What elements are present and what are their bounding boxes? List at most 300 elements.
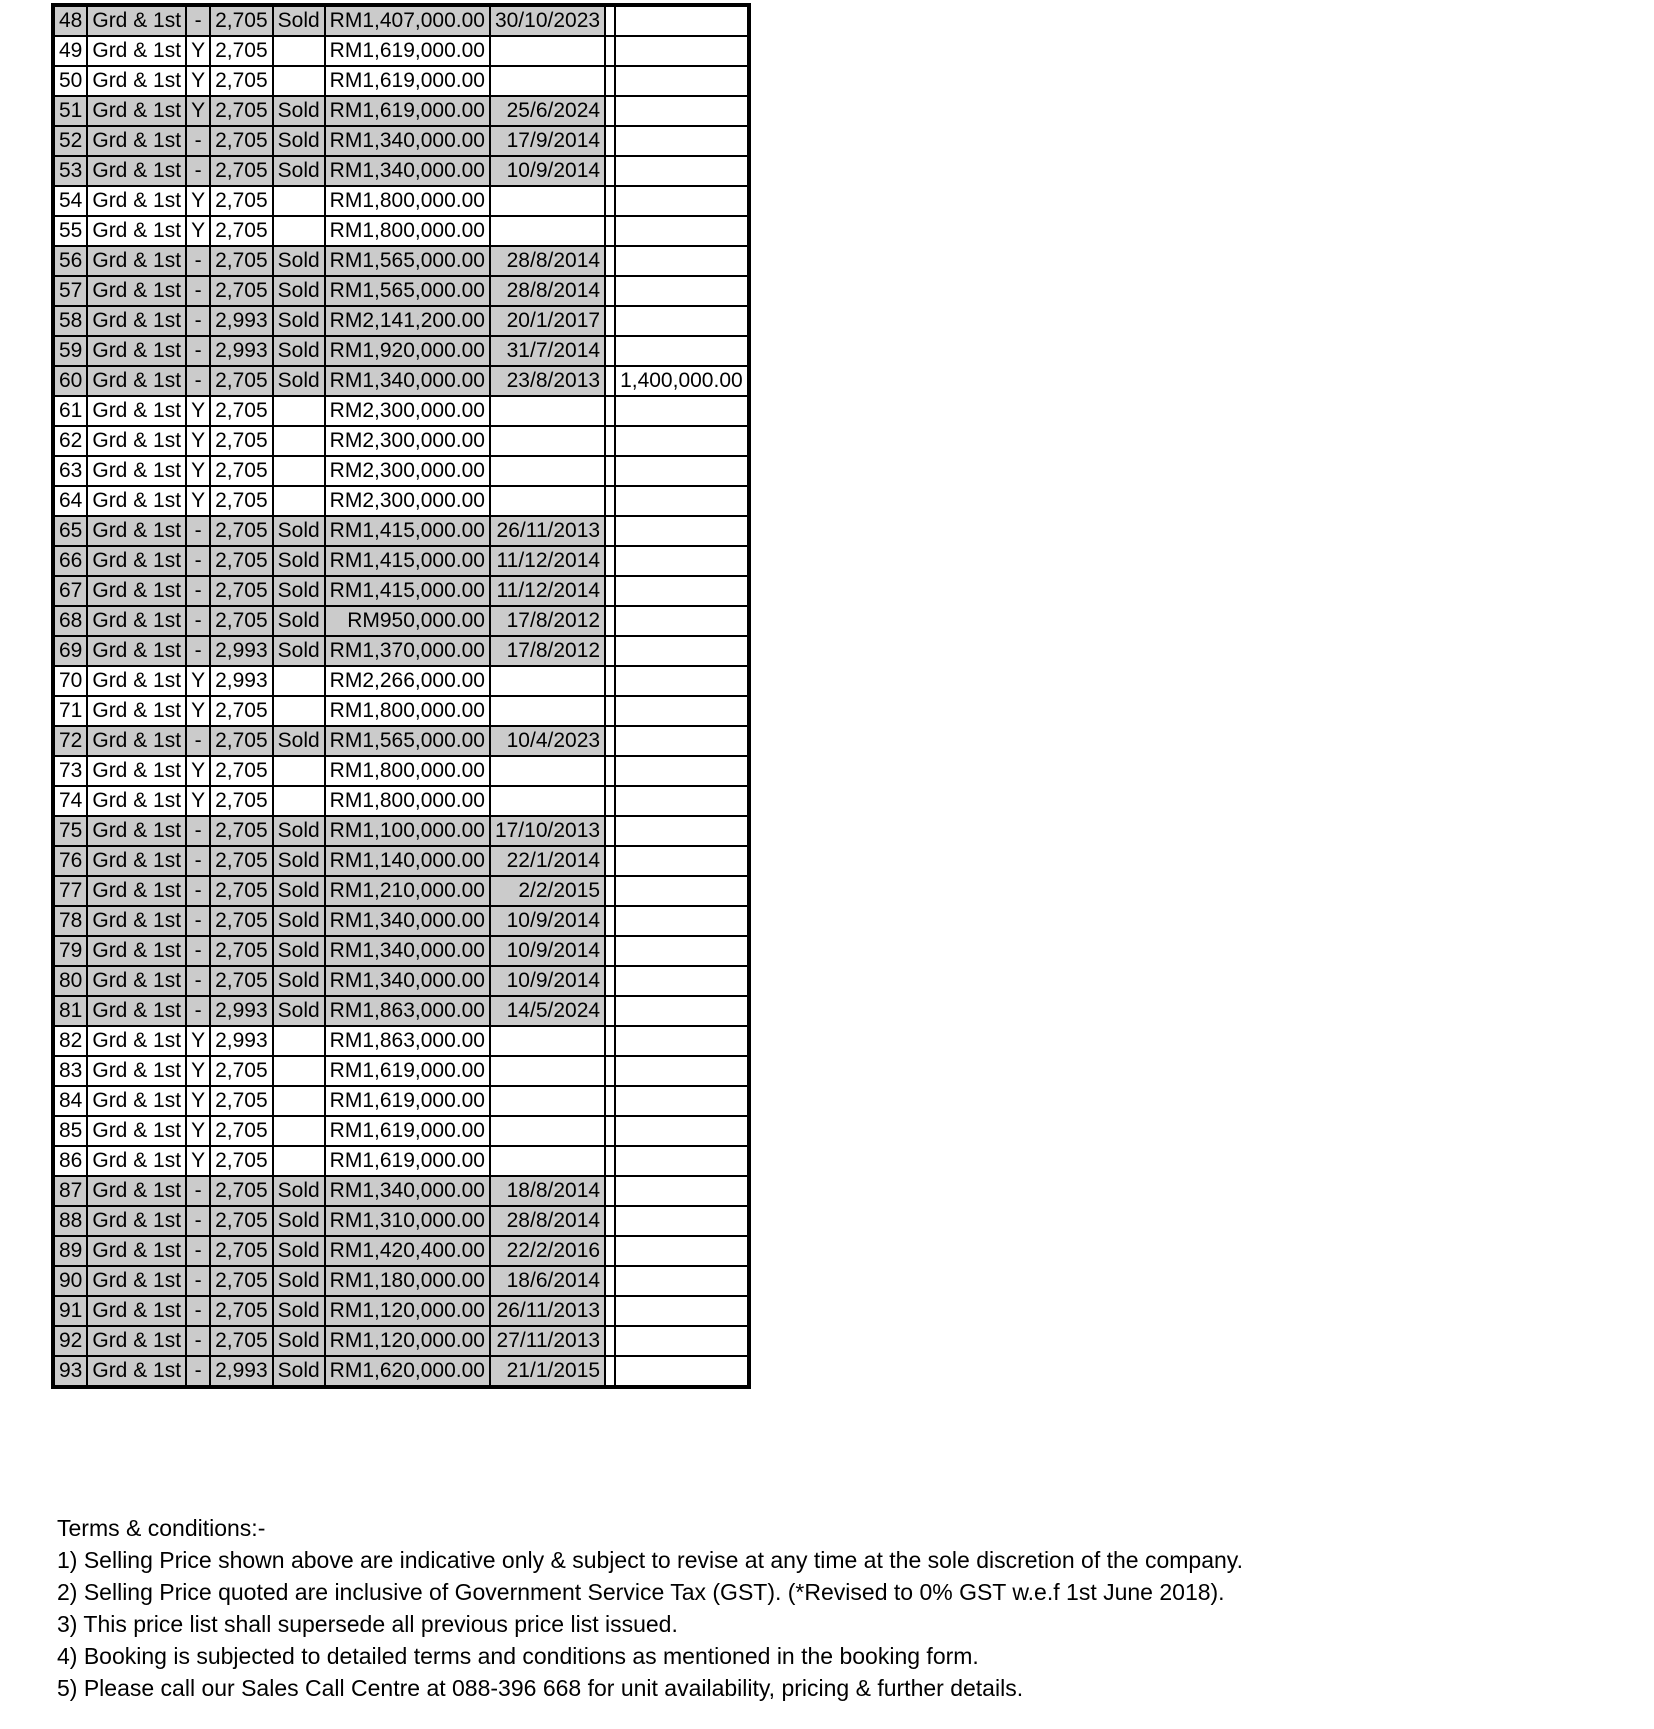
availability-flag-cell: Y	[186, 186, 210, 216]
floor-cell: Grd & 1st	[87, 1266, 186, 1296]
status-cell: Sold	[273, 96, 325, 126]
table-row	[53, 246, 749, 276]
unit-number-cell: 86	[53, 1146, 87, 1176]
table-row	[53, 876, 749, 906]
column-separator	[605, 1026, 615, 1056]
unit-number-cell: 50	[53, 66, 87, 96]
built-up-area-cell: 2,705	[210, 1206, 273, 1236]
availability-flag-cell: -	[186, 996, 210, 1026]
availability-flag-cell: Y	[186, 216, 210, 246]
availability-flag-cell: Y	[186, 1116, 210, 1146]
status-cell: Sold	[273, 1356, 325, 1387]
status-cell: Sold	[273, 876, 325, 906]
table-row	[53, 1056, 749, 1086]
sold-date-cell	[490, 1146, 605, 1176]
unit-number-cell: 55	[53, 216, 87, 246]
floor-cell: Grd & 1st	[87, 666, 186, 696]
table-row	[53, 1206, 749, 1236]
floor-cell: Grd & 1st	[87, 576, 186, 606]
column-separator	[605, 1206, 615, 1236]
status-cell: Sold	[273, 636, 325, 666]
sold-date-cell	[490, 666, 605, 696]
unit-number-cell: 76	[53, 846, 87, 876]
price-list-body	[53, 5, 749, 1387]
built-up-area-cell: 2,705	[210, 156, 273, 186]
table-row	[53, 1086, 749, 1116]
table-row	[53, 1356, 749, 1387]
built-up-area-cell: 2,705	[210, 5, 273, 36]
sold-date-cell	[490, 1056, 605, 1086]
status-cell	[273, 1056, 325, 1086]
extra-value-cell: 1,400,000.00	[615, 366, 749, 396]
built-up-area-cell: 2,705	[210, 1146, 273, 1176]
sold-date-cell: 17/9/2014	[490, 126, 605, 156]
sold-date-cell: 10/9/2014	[490, 156, 605, 186]
selling-price-cell: RM1,565,000.00	[325, 246, 490, 276]
extra-value-cell	[615, 606, 749, 636]
unit-number-cell: 88	[53, 1206, 87, 1236]
terms-item-5: 5) Please call our Sales Call Centre at 088-396 668 for unit availability, pricing & further details.	[57, 1675, 1024, 1701]
column-separator	[605, 1146, 615, 1176]
selling-price-cell: RM1,619,000.00	[325, 96, 490, 126]
extra-value-cell	[615, 336, 749, 366]
built-up-area-cell: 2,705	[210, 786, 273, 816]
status-cell: Sold	[273, 1326, 325, 1356]
built-up-area-cell: 2,705	[210, 906, 273, 936]
selling-price-cell: RM1,340,000.00	[325, 906, 490, 936]
table-row	[53, 816, 749, 846]
unit-number-cell: 51	[53, 96, 87, 126]
column-separator	[605, 96, 615, 126]
status-cell: Sold	[273, 816, 325, 846]
extra-value-cell	[615, 426, 749, 456]
floor-cell: Grd & 1st	[87, 276, 186, 306]
extra-value-cell	[615, 966, 749, 996]
status-cell	[273, 786, 325, 816]
unit-number-cell: 73	[53, 756, 87, 786]
status-cell	[273, 456, 325, 486]
floor-cell: Grd & 1st	[87, 966, 186, 996]
column-separator	[605, 546, 615, 576]
unit-number-cell: 54	[53, 186, 87, 216]
column-separator	[605, 966, 615, 996]
selling-price-cell: RM1,407,000.00	[325, 5, 490, 36]
column-separator	[605, 486, 615, 516]
column-separator	[605, 996, 615, 1026]
column-separator	[605, 666, 615, 696]
availability-flag-cell: -	[186, 1236, 210, 1266]
unit-number-cell: 62	[53, 426, 87, 456]
extra-value-cell	[615, 276, 749, 306]
availability-flag-cell: -	[186, 276, 210, 306]
floor-cell: Grd & 1st	[87, 1026, 186, 1056]
table-row	[53, 96, 749, 126]
sold-date-cell: 17/10/2013	[490, 816, 605, 846]
unit-number-cell: 82	[53, 1026, 87, 1056]
sold-date-cell	[490, 36, 605, 66]
table-row	[53, 1026, 749, 1056]
table-row	[53, 456, 749, 486]
availability-flag-cell: Y	[186, 1086, 210, 1116]
sold-date-cell: 17/8/2012	[490, 606, 605, 636]
floor-cell: Grd & 1st	[87, 936, 186, 966]
built-up-area-cell: 2,705	[210, 1086, 273, 1116]
terms-item-4: 4) Booking is subjected to detailed terms and conditions as mentioned in the booking form.	[57, 1643, 979, 1669]
status-cell	[273, 186, 325, 216]
extra-value-cell	[615, 1146, 749, 1176]
selling-price-cell: RM1,140,000.00	[325, 846, 490, 876]
status-cell	[273, 1116, 325, 1146]
status-cell: Sold	[273, 1206, 325, 1236]
selling-price-cell: RM2,266,000.00	[325, 666, 490, 696]
table-row	[53, 366, 749, 396]
availability-flag-cell: -	[186, 546, 210, 576]
column-separator	[605, 846, 615, 876]
status-cell: Sold	[273, 5, 325, 36]
sold-date-cell	[490, 66, 605, 96]
unit-number-cell: 84	[53, 1086, 87, 1116]
extra-value-cell	[615, 456, 749, 486]
availability-flag-cell: Y	[186, 426, 210, 456]
unit-number-cell: 69	[53, 636, 87, 666]
built-up-area-cell: 2,705	[210, 1296, 273, 1326]
extra-value-cell	[615, 1236, 749, 1266]
availability-flag-cell: -	[186, 156, 210, 186]
sold-date-cell: 22/2/2016	[490, 1236, 605, 1266]
selling-price-cell: RM1,180,000.00	[325, 1266, 490, 1296]
status-cell: Sold	[273, 606, 325, 636]
floor-cell: Grd & 1st	[87, 306, 186, 336]
extra-value-cell	[615, 1206, 749, 1236]
extra-value-cell	[615, 516, 749, 546]
status-cell: Sold	[273, 1236, 325, 1266]
availability-flag-cell: Y	[186, 96, 210, 126]
extra-value-cell	[615, 1056, 749, 1086]
column-separator	[605, 5, 615, 36]
selling-price-cell: RM1,800,000.00	[325, 756, 490, 786]
table-row	[53, 1176, 749, 1206]
table-row	[53, 126, 749, 156]
status-cell: Sold	[273, 996, 325, 1026]
selling-price-cell: RM1,340,000.00	[325, 966, 490, 996]
selling-price-cell: RM2,141,200.00	[325, 306, 490, 336]
sold-date-cell: 10/9/2014	[490, 906, 605, 936]
status-cell: Sold	[273, 246, 325, 276]
built-up-area-cell: 2,993	[210, 666, 273, 696]
floor-cell: Grd & 1st	[87, 1086, 186, 1116]
floor-cell: Grd & 1st	[87, 5, 186, 36]
selling-price-cell: RM2,300,000.00	[325, 486, 490, 516]
built-up-area-cell: 2,705	[210, 816, 273, 846]
extra-value-cell	[615, 66, 749, 96]
selling-price-cell: RM1,565,000.00	[325, 726, 490, 756]
table-row	[53, 486, 749, 516]
floor-cell: Grd & 1st	[87, 156, 186, 186]
sold-date-cell: 18/8/2014	[490, 1176, 605, 1206]
availability-flag-cell: -	[186, 5, 210, 36]
table-row	[53, 336, 749, 366]
extra-value-cell	[615, 756, 749, 786]
availability-flag-cell: Y	[186, 486, 210, 516]
column-separator	[605, 696, 615, 726]
sold-date-cell: 23/8/2013	[490, 366, 605, 396]
table-row	[53, 156, 749, 186]
sold-date-cell: 10/9/2014	[490, 936, 605, 966]
availability-flag-cell: Y	[186, 1146, 210, 1176]
column-separator	[605, 1266, 615, 1296]
column-separator	[605, 336, 615, 366]
table-row	[53, 1326, 749, 1356]
selling-price-cell: RM1,619,000.00	[325, 1116, 490, 1146]
selling-price-cell: RM1,415,000.00	[325, 516, 490, 546]
selling-price-cell: RM1,863,000.00	[325, 996, 490, 1026]
extra-value-cell	[615, 1326, 749, 1356]
status-cell	[273, 1026, 325, 1056]
unit-number-cell: 72	[53, 726, 87, 756]
extra-value-cell	[615, 696, 749, 726]
floor-cell: Grd & 1st	[87, 426, 186, 456]
table-row	[53, 186, 749, 216]
availability-flag-cell: -	[186, 606, 210, 636]
table-row	[53, 1266, 749, 1296]
column-separator	[605, 786, 615, 816]
column-separator	[605, 156, 615, 186]
sold-date-cell: 21/1/2015	[490, 1356, 605, 1387]
status-cell: Sold	[273, 1176, 325, 1206]
availability-flag-cell: Y	[186, 36, 210, 66]
built-up-area-cell: 2,705	[210, 546, 273, 576]
built-up-area-cell: 2,705	[210, 66, 273, 96]
floor-cell: Grd & 1st	[87, 906, 186, 936]
selling-price-cell: RM1,920,000.00	[325, 336, 490, 366]
selling-price-cell: RM1,619,000.00	[325, 1086, 490, 1116]
built-up-area-cell: 2,705	[210, 576, 273, 606]
sold-date-cell	[490, 456, 605, 486]
unit-number-cell: 83	[53, 1056, 87, 1086]
floor-cell: Grd & 1st	[87, 1116, 186, 1146]
selling-price-cell: RM1,800,000.00	[325, 786, 490, 816]
floor-cell: Grd & 1st	[87, 186, 186, 216]
extra-value-cell	[615, 186, 749, 216]
floor-cell: Grd & 1st	[87, 636, 186, 666]
extra-value-cell	[615, 996, 749, 1026]
sold-date-cell: 20/1/2017	[490, 306, 605, 336]
floor-cell: Grd & 1st	[87, 726, 186, 756]
selling-price-cell: RM1,619,000.00	[325, 36, 490, 66]
unit-number-cell: 87	[53, 1176, 87, 1206]
selling-price-cell: RM1,565,000.00	[325, 276, 490, 306]
extra-value-cell	[615, 666, 749, 696]
unit-number-cell: 75	[53, 816, 87, 846]
extra-value-cell	[615, 5, 749, 36]
column-separator	[605, 816, 615, 846]
unit-number-cell: 49	[53, 36, 87, 66]
column-separator	[605, 306, 615, 336]
availability-flag-cell: Y	[186, 396, 210, 426]
extra-value-cell	[615, 936, 749, 966]
extra-value-cell	[615, 1026, 749, 1056]
sold-date-cell: 28/8/2014	[490, 246, 605, 276]
sold-date-cell	[490, 1116, 605, 1146]
availability-flag-cell: -	[186, 366, 210, 396]
floor-cell: Grd & 1st	[87, 546, 186, 576]
unit-number-cell: 64	[53, 486, 87, 516]
selling-price-cell: RM1,340,000.00	[325, 936, 490, 966]
built-up-area-cell: 2,705	[210, 216, 273, 246]
built-up-area-cell: 2,705	[210, 1116, 273, 1146]
built-up-area-cell: 2,993	[210, 996, 273, 1026]
unit-number-cell: 48	[53, 5, 87, 36]
column-separator	[605, 1356, 615, 1387]
floor-cell: Grd & 1st	[87, 1236, 186, 1266]
sold-date-cell	[490, 786, 605, 816]
floor-cell: Grd & 1st	[87, 126, 186, 156]
status-cell: Sold	[273, 726, 325, 756]
built-up-area-cell: 2,705	[210, 606, 273, 636]
column-separator	[605, 906, 615, 936]
column-separator	[605, 366, 615, 396]
built-up-area-cell: 2,705	[210, 126, 273, 156]
floor-cell: Grd & 1st	[87, 396, 186, 426]
extra-value-cell	[615, 126, 749, 156]
column-separator	[605, 1296, 615, 1326]
built-up-area-cell: 2,993	[210, 336, 273, 366]
status-cell	[273, 486, 325, 516]
availability-flag-cell: -	[186, 306, 210, 336]
availability-flag-cell: -	[186, 936, 210, 966]
extra-value-cell	[615, 576, 749, 606]
availability-flag-cell: -	[186, 516, 210, 546]
extra-value-cell	[615, 96, 749, 126]
floor-cell: Grd & 1st	[87, 1176, 186, 1206]
column-separator	[605, 216, 615, 246]
built-up-area-cell: 2,705	[210, 936, 273, 966]
floor-cell: Grd & 1st	[87, 1056, 186, 1086]
unit-number-cell: 80	[53, 966, 87, 996]
sold-date-cell: 25/6/2024	[490, 96, 605, 126]
terms-item-1: 1) Selling Price shown above are indicative only & subject to revise at any time at the sole discretion of the company.	[57, 1547, 1243, 1573]
availability-flag-cell: Y	[186, 1056, 210, 1086]
floor-cell: Grd & 1st	[87, 336, 186, 366]
selling-price-cell: RM2,300,000.00	[325, 396, 490, 426]
status-cell: Sold	[273, 156, 325, 186]
unit-number-cell: 70	[53, 666, 87, 696]
column-separator	[605, 576, 615, 606]
unit-number-cell: 68	[53, 606, 87, 636]
sold-date-cell: 26/11/2013	[490, 1296, 605, 1326]
floor-cell: Grd & 1st	[87, 516, 186, 546]
table-row	[53, 846, 749, 876]
sold-date-cell	[490, 1086, 605, 1116]
extra-value-cell	[615, 876, 749, 906]
unit-number-cell: 91	[53, 1296, 87, 1326]
availability-flag-cell: -	[186, 336, 210, 366]
built-up-area-cell: 2,705	[210, 96, 273, 126]
built-up-area-cell: 2,705	[210, 1236, 273, 1266]
table-row	[53, 1146, 749, 1176]
unit-number-cell: 63	[53, 456, 87, 486]
selling-price-cell: RM1,863,000.00	[325, 1026, 490, 1056]
floor-cell: Grd & 1st	[87, 216, 186, 246]
availability-flag-cell: Y	[186, 756, 210, 786]
column-separator	[605, 1086, 615, 1116]
extra-value-cell	[615, 1266, 749, 1296]
sold-date-cell	[490, 486, 605, 516]
unit-number-cell: 65	[53, 516, 87, 546]
floor-cell: Grd & 1st	[87, 96, 186, 126]
column-separator	[605, 126, 615, 156]
sold-date-cell: 11/12/2014	[490, 546, 605, 576]
table-row	[53, 1296, 749, 1326]
status-cell	[273, 36, 325, 66]
sold-date-cell: 10/4/2023	[490, 726, 605, 756]
status-cell: Sold	[273, 126, 325, 156]
unit-number-cell: 53	[53, 156, 87, 186]
status-cell: Sold	[273, 546, 325, 576]
availability-flag-cell: -	[186, 246, 210, 276]
selling-price-cell: RM1,415,000.00	[325, 546, 490, 576]
availability-flag-cell: -	[186, 1356, 210, 1387]
selling-price-cell: RM1,340,000.00	[325, 156, 490, 186]
status-cell	[273, 396, 325, 426]
availability-flag-cell: -	[186, 1296, 210, 1326]
status-cell: Sold	[273, 336, 325, 366]
selling-price-cell: RM950,000.00	[325, 606, 490, 636]
selling-price-cell: RM1,100,000.00	[325, 816, 490, 846]
column-separator	[605, 36, 615, 66]
unit-number-cell: 74	[53, 786, 87, 816]
sold-date-cell: 14/5/2024	[490, 996, 605, 1026]
column-separator	[605, 726, 615, 756]
availability-flag-cell: -	[186, 726, 210, 756]
built-up-area-cell: 2,705	[210, 1266, 273, 1296]
built-up-area-cell: 2,705	[210, 426, 273, 456]
built-up-area-cell: 2,705	[210, 726, 273, 756]
sold-date-cell	[490, 696, 605, 726]
sold-date-cell: 11/12/2014	[490, 576, 605, 606]
table-row	[53, 606, 749, 636]
selling-price-cell: RM1,619,000.00	[325, 66, 490, 96]
unit-number-cell: 66	[53, 546, 87, 576]
status-cell: Sold	[273, 1266, 325, 1296]
floor-cell: Grd & 1st	[87, 1356, 186, 1387]
status-cell	[273, 696, 325, 726]
table-row	[53, 66, 749, 96]
table-row	[53, 36, 749, 66]
sold-date-cell	[490, 186, 605, 216]
unit-number-cell: 67	[53, 576, 87, 606]
status-cell	[273, 216, 325, 246]
status-cell: Sold	[273, 516, 325, 546]
extra-value-cell	[615, 306, 749, 336]
sold-date-cell	[490, 756, 605, 786]
sold-date-cell: 10/9/2014	[490, 966, 605, 996]
unit-number-cell: 71	[53, 696, 87, 726]
built-up-area-cell: 2,705	[210, 1326, 273, 1356]
availability-flag-cell: Y	[186, 66, 210, 96]
floor-cell: Grd & 1st	[87, 66, 186, 96]
unit-number-cell: 81	[53, 996, 87, 1026]
column-separator	[605, 636, 615, 666]
availability-flag-cell: -	[186, 876, 210, 906]
status-cell: Sold	[273, 576, 325, 606]
column-separator	[605, 1176, 615, 1206]
floor-cell: Grd & 1st	[87, 996, 186, 1026]
selling-price-cell: RM1,210,000.00	[325, 876, 490, 906]
built-up-area-cell: 2,705	[210, 486, 273, 516]
status-cell: Sold	[273, 906, 325, 936]
column-separator	[605, 1116, 615, 1146]
